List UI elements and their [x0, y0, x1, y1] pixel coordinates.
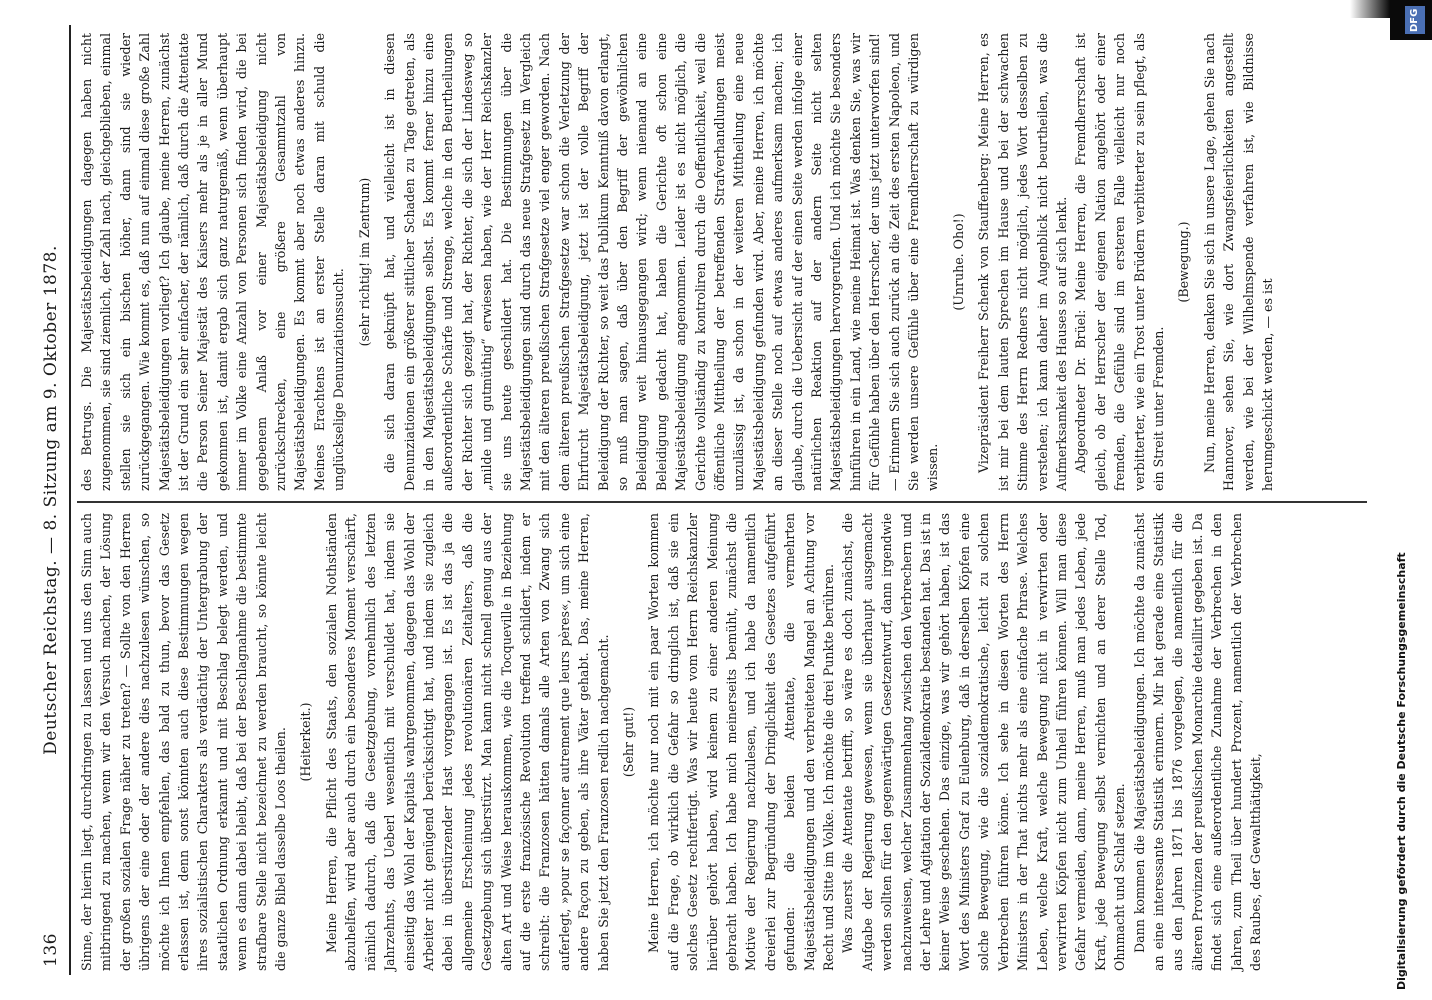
page-title: Deutscher Reichstag. — 8. Sitzung am 9. Oktober 1878.	[41, 245, 61, 755]
column-divider	[77, 501, 1367, 503]
speech-paragraph: Abgeordneter Dr. Brüel: Meine Herren, die Fremdherrschaft ist gleich, ob der Herrscher der eigenen Nation angehört oder einer fremden, die Gefühle sind im ersteren Falle vielleicht nur noch verbitterter, wie ein Trost unter Brüdern verbitterter zu sein pflegt, als ein Streit unter Fremden.	[1073, 33, 1166, 491]
speech-paragraph: Sinne, der hierin liegt, durchdringen zu lassen und uns den Sinn auch mitbringend zu machen, wenn wir den Versuch machen, der Lösung der großen sozialen Frage näher zu treten? — Sollte von den Herren übrigens der eine oder der andere dies nachzulesen wünschen, so möchte ich Ihnen empfehlen, das bald zu thun, bevor das Gesetz erlassen ist, denn sonst könnten auch diese Bestimmungen wegen ihres sozialistischen Charakters als verdächtig der Untergrabung der staatlichen Ordnung erkannt und mit Beschlag belegt werden, und wenn es dann dabei bleibt, daß bei der Beschlagnahme die bestimmte strafbare Stelle nicht bezeichnet zu werden braucht, so könnte leicht die ganze Bibel dasselbe Loos theilen.	[79, 513, 289, 971]
header-rule	[69, 25, 71, 975]
speech-paragraph: des Betrugs. Die Majestätsbeleidigungen dagegen haben nicht zugenommen, sie sind ziemlich, der Zahl nach, gleichgeblieben, einmal stellen sie sich ein bischen höher, dann sind sie wieder zurückgegangen. Wie kommt es, daß nun auf einmal diese große Zahl Majestätsbeleidigungen vorliegt? Ich glaube, meine Herren, zunächst ist der Grund ein sehr einfacher, der nämlich, daß durch die Attentate die Person Seiner Majestät des Kaisers mehr als je in aller Mund gekommen ist, damit ergab sich ganz naturgemäß, wenn überhaupt immer im Volke eine Anzahl von Personen sich finden wird, die bei gegebenem Anlaß vor einer Majestätsbeleidigung nicht zurückschrecken, eine größere Gesammtzahl von Majestätsbeleidigungen. Es kommt aber noch etwas anderes hinzu. Meines Erachtens ist an erster Stelle daran mit schuld die unglückselige Denunziationssucht.	[79, 33, 347, 491]
left-column	[77, 509, 1367, 975]
parliament-remark: (Bewegung.)	[1176, 221, 1192, 303]
right-column	[77, 29, 1367, 495]
speech-paragraph: Nun, meine Herren, denken Sie sich in unsere Lage, gehen Sie nach Hannover, sehen Sie, wie dort Zwangsfeierlichkeiten angestellt werden, wie bei der Wilhelmspende verfahren ist, wie Bildnisse herumgeschickt werden, — es ist	[1201, 33, 1275, 491]
dfg-badge: DFG	[1405, 6, 1425, 34]
digitization-note: Digitalisierung gefördert durch die Deutsche Forschungsgemeinschaft	[1395, 552, 1408, 990]
speech-paragraph: Meine Herren, ich möchte nur noch mit ein paar Worten kommen auf die Frage, ob wirklich die Gefahr so dringlich ist, daß sie ein solches Gesetz rechtfertigt. Was wir heute vom Herrn Reichskanzler hierüber gehört haben, wird keinem zu einer anderen Meinung gebracht haben. Ich habe mich meinerseits bemüht, zunächst die Motive der Regierung nachzulesen, und ich habe da namentlich dreierlei zur Begründung der Dringlichkeit des Gesetzes aufgeführt gefunden: die beiden Attentate, die vermehrten Majestätsbeleidigungen und den verbreiteten Mangel an Achtung vor Recht und Sitte im Volke. Ich möchte die drei Punkte berühren.	[646, 513, 837, 971]
text-columns	[77, 25, 1367, 975]
parliament-remark: (sehr richtig! im Zentrum)	[356, 177, 372, 347]
speech-paragraph: Was zuerst die Attentate betrifft, so wäre es doch zunächst, die Aufgabe der Regierung gewesen, wenn sie überhaupt ausgemacht werden sollten für den gegenwärtigen Gesetzentwurf, dann irgendwie nachzuweisen, welcher Zusammenhang zwischen den Verbrechern und der Lehre und Agitation der Sozialdemokratie bestanden hat. Das ist in keiner Weise geschehen. Das einzige, was wir gehört haben, ist das Wort des Ministers Graf zu Eulenburg, daß in derselben Köpfen eine solche Bewegung, wie die sozialdemokratische, leicht zu solchen Verbrechen führen könne. Ich sehe in diesen Worten des Herrn Ministers in der That nichts mehr als eine einfache Phrase. Welches Leben, welche Kraft, welche Bewegung nicht in verwirrten oder verwirrten Köpfen nicht zum Unheil führen können. Will man diese Gefahr vermeiden, dann, meine Herren, muß man jedes Leben, jede Kraft, jede Bewegung selbst vernichten und an derer Stelle Tod, Ohnmacht und Schlaf setzen.	[840, 513, 1128, 971]
speech-paragraph: die sich daran geknüpft hat, und vielleicht ist in diesen Denunziationen ein größerer sittlicher Schaden zu Tage getreten, als in den Majestätsbeleidigungen selbst. Es kommt ferner hinzu eine außerordentliche Schärfe und Strenge, welche in den Beurtheilungen der Richter sich gezeigt hat, der Richter, die sich der Lindesweg so „milde und gutmüthig“ erwiesen haben, wie der Herr Reichskanzler sie uns heute geschildert hat. Die Bestimmungen über die Majestätsbeleidigungen sind durch das neue Strafgesetz im Vergleich mit den älteren preußischen Strafgesetze viel enger geworden. Nach dem älteren preußischen Strafgesetze war schon die Verletzung der Ehrfurcht Majestätsbeleidigung, jetzt ist der volle Begriff der Beleidigung der Richter, so weit das Publikum Kenntniß davon erlangt, so muß man sagen, daß über den Begriff der gewöhnlichen Beleidigung weit hinausgegangen wird; wenn niemand an eine Beleidigung gedacht hat, haben die Gerichte oft schon eine Majestätsbeleidigung angenommen. Leider ist es nicht möglich, die Gerichte vollständig zu kontroliren durch die Oeffentlichkeit, weil die öffentliche Mittheilung der betreffenden Strafverhandlungen meist unzulässig ist, da schon in der weiteren Mittheilung eine neue Majestätsbeleidigung gefunden wird. Aber, meine Herren, ich möchte an dieser Stelle noch auf etwas anderes aufmerksam machen; ich glaube, durch die Uebersicht auf der einen Seite werden infolge einer natürlichen Reaktion auf der andern Seite nicht selten Majestätsbeleidigungen hervorgerufen. Und ich möchte Sie besonders hinführen in ein Land, wie meine Heimat ist. Was denken Sie, was wir für Gefühle haben über den Herrscher, der uns jetzt unterworfen sind! — Erinnern Sie sich auch zurück an die Zeit des ersten Napoleon, und Sie werden unsere Gefühle über eine Fremdherrschaft zu würdigen wissen.	[382, 33, 941, 491]
parliament-remark: (Heiterkeit.)	[298, 702, 314, 782]
page-header	[25, 25, 65, 975]
parliament-remark: (Sehr gut!)	[620, 706, 636, 778]
speech-paragraph: Vizepräsident Freiherr Schenk von Stauffenberg: Meine Herren, es ist mir bei dem lauten Sprechen im Hause und bei der schwachen Stimme des Herrn Redners nicht möglich, jedes Wort desselben zu verstehen; ich kann daher im Augenblick nicht beurtheilen, was die Aufmerksamkeit des Hauses so auf sich lenkt.	[976, 33, 1069, 491]
page-number: 136	[41, 933, 61, 967]
newspaper-page	[25, 25, 1375, 975]
speech-paragraph: Meine Herren, die Pflicht des Staats, den sozialen Nothständen abzuhelfen, wird aber auch durch ein besonderes Moment verschärft, nämlich dadurch, daß die Gesetzgebung, vornehmlich des letzten Jahrzehnts, das Ueberl wesentlich mit verschuldet hat, indem sie einseitig das Wohl der Kapitals wahrgenommen, dagegen das Wohl der Arbeiter nicht genügend berücksichtigt hat, und indem sie zugleich dabei in überstürzender Hast vorgegangen ist. Es ist das ja die allgemeine Erscheinung jedes revolutionären Zeitalters, daß die Gesetzgebung sich überstürzt. Man kann nicht schnell genug aus der alten Art und Weise herauskommen, wie die Tocqueville in Beziehung auf die erste französische Revolution treffend schildert, indem er schreibt: die Franzosen hätten damals alle Arten von Zwang sich auferlegt, »pour se façonner autrement que leurs pères«, um sich eine andere Façon zu geben, als ihre Väter gehabt. Das, meine Herren, haben Sie jetzt den Franzosen redlich nachgemacht.	[323, 513, 611, 971]
parliament-remark: (Unruhe. Oho!)	[950, 213, 966, 311]
speech-paragraph: Dann kommen die Majestätsbeleidigungen. Ich möchte da zunächst an eine interessante Statistik erinnern. Mir hat gerade eine Statistik aus den Jahren 1871 bis 1876 vorgelegen, die namentlich für die älteren Provinzen der preußischen Monarchie detaillirt gegeben ist. Da findet sich eine außerordentliche Zunahme der Verbrechen in den Jahren, zum Theil über hundert Prozent, namentlich der Verbrechen des Raubes, der Gewaltthätigkeit,	[1131, 513, 1263, 971]
